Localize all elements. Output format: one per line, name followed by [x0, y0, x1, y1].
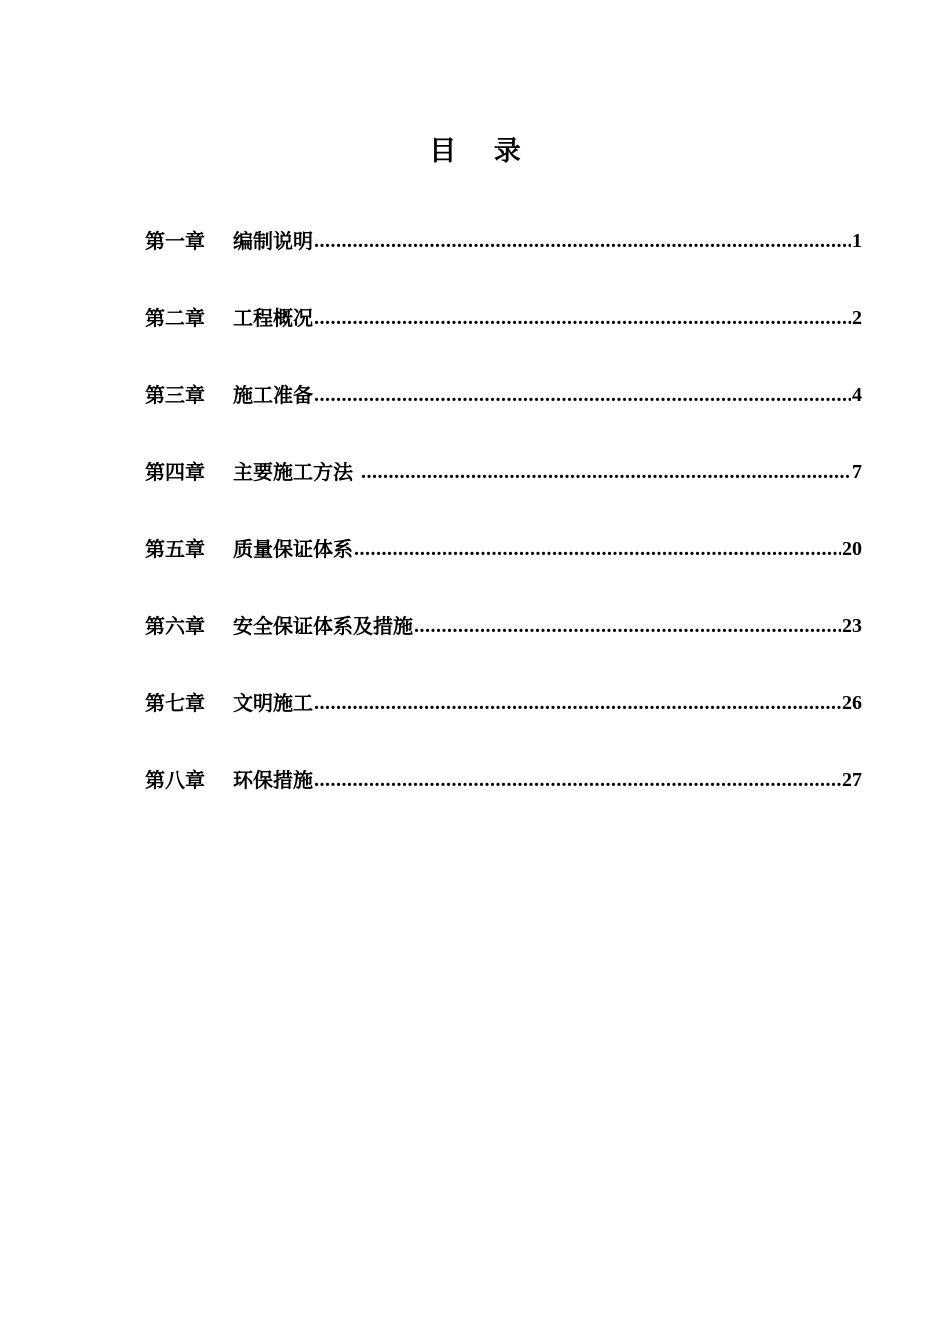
- toc-chapter-label: 第八章: [145, 768, 205, 792]
- toc-title: 目 录: [429, 136, 521, 167]
- toc-list: [145, 226, 862, 842]
- toc-entry-title: 主要施工方法: [233, 460, 360, 484]
- toc-chapter-label: 第一章: [145, 229, 205, 253]
- toc-dot-leader: [361, 457, 851, 487]
- toc-page-number: 2: [852, 307, 862, 329]
- toc-dot-leader: [354, 534, 841, 564]
- toc-entry-title: 质量保证体系: [233, 537, 353, 561]
- toc-entry[interactable]: [145, 303, 862, 333]
- toc-entry-title: 安全保证体系及措施: [233, 614, 413, 638]
- toc-entry[interactable]: [145, 226, 862, 256]
- toc-entry-title: 文明施工: [233, 691, 313, 715]
- toc-dot-leader: [314, 380, 851, 410]
- toc-chapter-label: 第二章: [145, 306, 205, 330]
- toc-chapter-label: 第七章: [145, 691, 205, 715]
- toc-page-number: 26: [842, 692, 862, 714]
- toc-dot-leader: [314, 688, 841, 718]
- toc-entry[interactable]: [145, 380, 862, 410]
- toc-dot-leader: [314, 765, 841, 795]
- toc-page-number: 23: [842, 615, 862, 637]
- toc-entry-title: 施工准备: [233, 383, 313, 407]
- toc-entry[interactable]: [145, 765, 862, 795]
- toc-entry[interactable]: [145, 534, 862, 564]
- toc-entry-title: 环保措施: [233, 768, 313, 792]
- toc-chapter-label: 第三章: [145, 383, 205, 407]
- toc-entry[interactable]: [145, 611, 862, 641]
- toc-entry-title: 工程概况: [233, 306, 313, 330]
- toc-entry[interactable]: [145, 457, 862, 487]
- toc-page-number: 4: [852, 384, 862, 406]
- toc-page-number: 7: [852, 461, 862, 483]
- toc-chapter-label: 第五章: [145, 537, 205, 561]
- toc-page-number: 27: [842, 769, 862, 791]
- toc-page-number: 20: [842, 538, 862, 560]
- toc-entry[interactable]: [145, 688, 862, 718]
- toc-chapter-label: 第六章: [145, 614, 205, 638]
- toc-entry-title: 编制说明: [233, 229, 313, 253]
- toc-chapter-label: 第四章: [145, 460, 205, 484]
- toc-dot-leader: [314, 303, 851, 333]
- toc-dot-leader: [414, 611, 841, 641]
- toc-page-number: 1: [852, 230, 862, 252]
- toc-dot-leader: [314, 226, 851, 256]
